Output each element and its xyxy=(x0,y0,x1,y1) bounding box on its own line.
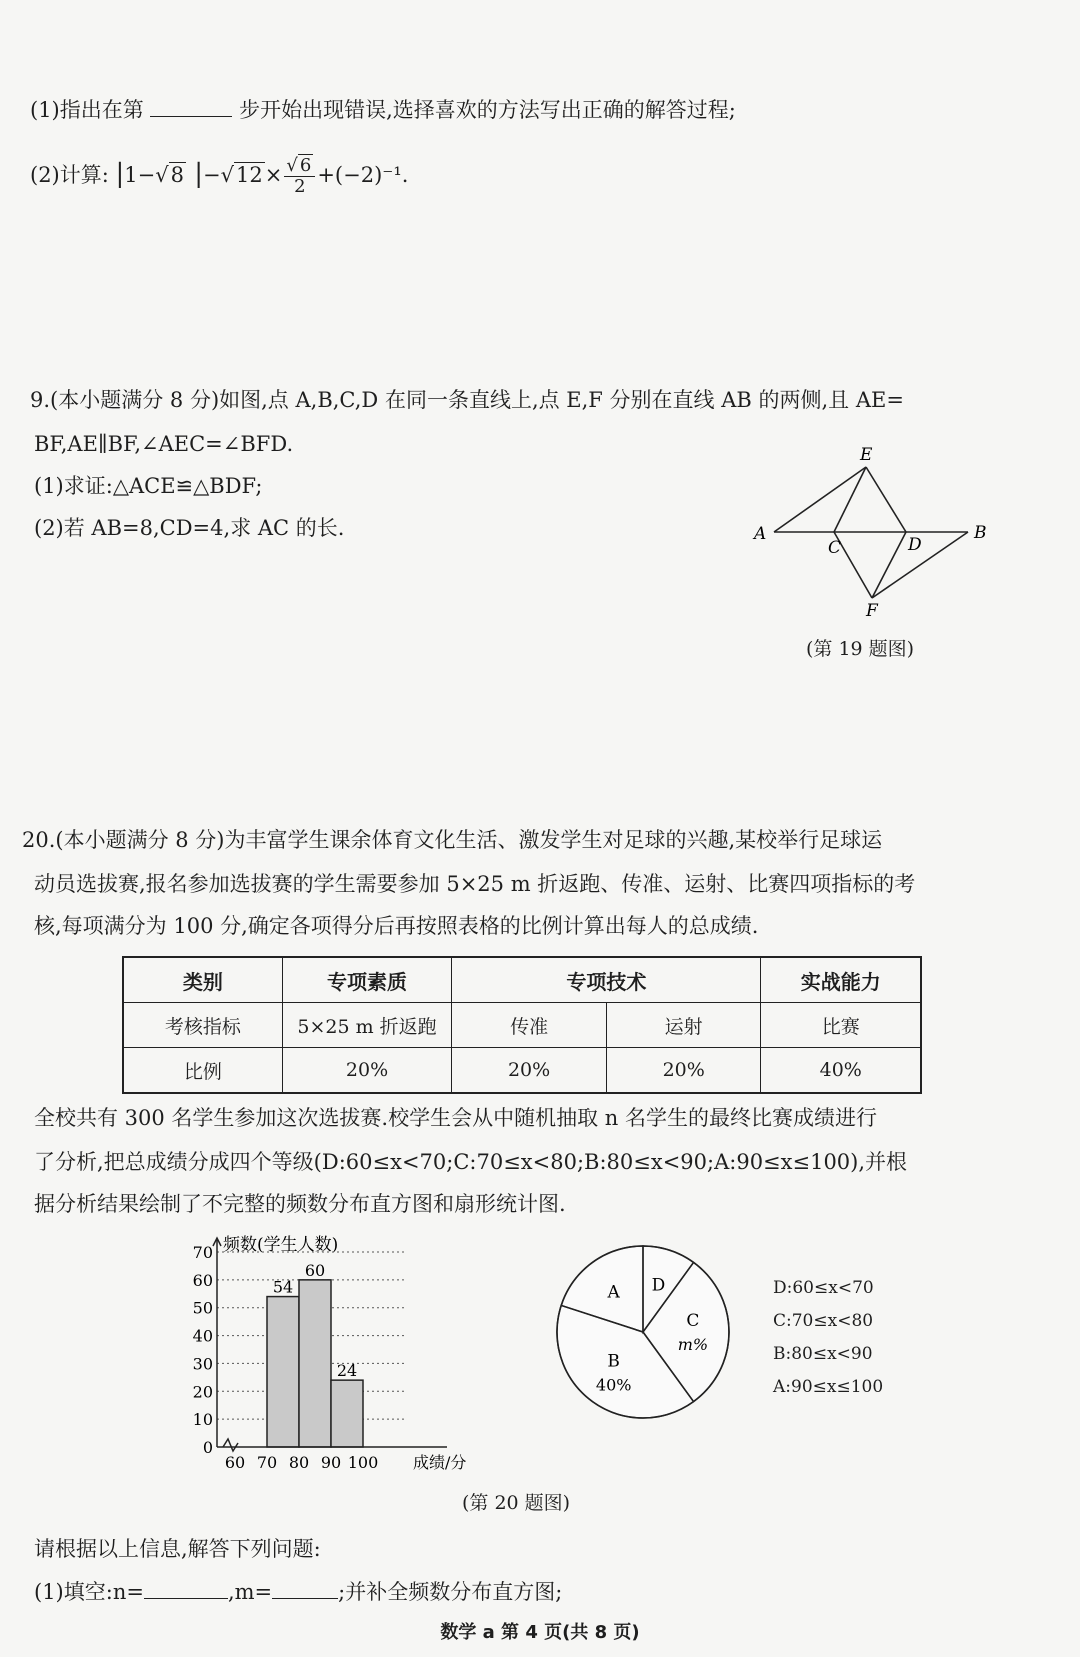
q20-line1: 20.(本小题满分 8 分)为丰富学生课余体育文化生活、激发学生对足球的兴趣,某校举行足球运 xyxy=(22,828,883,852)
cell-r2-3: 20% xyxy=(606,1048,761,1094)
pie-name-B: B xyxy=(607,1351,620,1372)
hist-xtick: 90 xyxy=(320,1453,342,1472)
page-footer: 数学 a 第 4 页(共 8 页) xyxy=(440,1622,640,1643)
hist-ytick: 10 xyxy=(192,1410,213,1430)
hist-bar xyxy=(299,1280,331,1447)
hist-ytick: 20 xyxy=(192,1382,213,1402)
histogram-chart xyxy=(185,1232,495,1472)
cell-r1-3: 运射 xyxy=(606,1003,761,1048)
line-DE xyxy=(866,467,906,532)
expr-end: +(−2)⁻¹. xyxy=(317,163,409,187)
q18-part1 xyxy=(30,96,736,124)
cell-r2-0: 比例 xyxy=(123,1048,282,1094)
line-AE xyxy=(774,467,866,532)
cell-head-0: 类别 xyxy=(123,957,282,1003)
hist-bar-label: 24 xyxy=(336,1361,358,1381)
expr-a: 1− xyxy=(124,163,156,187)
cell-r1-4: 比赛 xyxy=(761,1003,921,1048)
legend-b: B:80≤x<90 xyxy=(773,1344,873,1364)
q20-line2: 动员选拔赛,报名参加选拔赛的学生需要参加 5×25 m 折返跑、传准、运射、比赛四项指标的考 xyxy=(34,872,916,896)
label-F: F xyxy=(866,601,878,620)
q19-caption: (第 19 题图) xyxy=(806,638,915,660)
hist-ytick: 0 xyxy=(202,1438,213,1457)
cell-r1-0: 考核指标 xyxy=(123,1003,282,1048)
cell-r1-2: 传准 xyxy=(452,1003,607,1048)
label-C: C xyxy=(828,538,842,558)
q18-part1-a: (1)指出在第 xyxy=(30,98,144,122)
abs-bar-left: | xyxy=(115,159,125,189)
table-row-2 xyxy=(123,1048,921,1094)
q18-part1-b: 步开始出现错误,选择喜欢的方法写出正确的解答过程; xyxy=(239,98,736,122)
q20-caption: (第 20 题图) xyxy=(462,1492,571,1514)
score-table xyxy=(122,956,922,1094)
q18-part2: (2)计算: |1−√8 |−√12× $\frac{√ 6}{2}$ +(−2)⁻¹. xyxy=(30,155,409,197)
q20-para3: 据分析结果绘制了不完整的频数分布直方图和扇形统计图. xyxy=(34,1192,566,1216)
q19-line2: BF,AE∥BF,∠AEC=∠BFD. xyxy=(34,432,294,456)
q20-ask: 请根据以上信息,解答下列问题: xyxy=(34,1537,321,1561)
pie-label-C: m% xyxy=(677,1335,709,1354)
hist-xtick: 70 xyxy=(256,1453,278,1472)
line-DF xyxy=(872,532,906,598)
table-row-1 xyxy=(123,1003,921,1048)
line-CE xyxy=(834,467,866,532)
hist-ytick: 50 xyxy=(192,1298,213,1318)
hist-bar-label: 54 xyxy=(272,1277,294,1297)
expr-root1: 8 xyxy=(170,163,185,187)
q19-figure xyxy=(750,440,1000,620)
cell-head-2: 专项技术 xyxy=(452,957,761,1003)
cell-r2-1: 20% xyxy=(282,1048,451,1094)
expr-times: × xyxy=(264,163,283,187)
q20-fill xyxy=(34,1578,562,1606)
hist-ytick: 60 xyxy=(192,1270,213,1290)
hist-xtick: 100 xyxy=(347,1453,379,1472)
cell-r1-1: 5×25 m 折返跑 xyxy=(282,1003,451,1048)
label-B: B xyxy=(974,523,987,543)
label-D: D xyxy=(908,535,922,555)
cell-head-3: 实战能力 xyxy=(761,957,921,1003)
label-E: E xyxy=(860,445,873,465)
hist-ytick: 30 xyxy=(192,1354,213,1374)
hist-xtick: 60 xyxy=(224,1453,246,1472)
pie-label-B: 40% xyxy=(595,1375,632,1395)
pie-name-D: D xyxy=(651,1275,666,1296)
expr-mid: − xyxy=(203,163,221,187)
q19-line3: (1)求证:△ACE≌△BDF; xyxy=(34,474,263,498)
hist-ytick: 40 xyxy=(192,1326,213,1346)
legend-d: D:60≤x<70 xyxy=(773,1278,874,1298)
q19-line1: 9.(本小题满分 8 分)如图,点 A,B,C,D 在同一条直线上,点 E,F 分别在直线 AB 的两侧,且 AE= xyxy=(30,388,904,412)
hist-bar-label: 60 xyxy=(304,1260,326,1280)
hist-ylabel: 频数(学生人数) xyxy=(223,1235,339,1255)
cell-r2-4: 40% xyxy=(761,1048,921,1094)
legend-a: A:90≤x≤100 xyxy=(773,1377,884,1397)
blank-n[interactable] xyxy=(144,1580,228,1599)
abs-bar-right: | xyxy=(186,159,204,189)
q20-para1: 全校共有 300 名学生参加这次选拔赛.校学生会从中随机抽取 n 名学生的最终比赛成绩进行 xyxy=(34,1106,877,1130)
legend-c: C:70≤x<80 xyxy=(773,1311,874,1331)
label-A: A xyxy=(754,524,767,544)
q20-line3: 核,每项满分为 100 分,确定各项得分后再按照表格的比例计算出每人的总成绩. xyxy=(34,914,759,938)
expr-root2: 12 xyxy=(236,163,263,187)
pie-name-C: C xyxy=(686,1311,700,1331)
q18-blank[interactable] xyxy=(150,98,232,117)
hist-xlabel: 成绩/分 xyxy=(413,1453,467,1472)
frac-bot: 2 xyxy=(294,176,306,197)
fill-n-label: (1)填空:n= xyxy=(34,1580,144,1604)
hist-ytick: 70 xyxy=(192,1243,213,1262)
cell-r2-2: 20% xyxy=(452,1048,607,1094)
q20-para2: 了分析,把总成绩分成四个等级(D:60≤x<70;C:70≤x<80;B:80≤x<90;A:90≤x≤100),并根 xyxy=(34,1150,908,1174)
pie-legend xyxy=(773,1272,883,1404)
fill-m-label: ,m= xyxy=(227,1580,273,1604)
blank-m[interactable] xyxy=(272,1580,338,1599)
cell-head-1: 专项素质 xyxy=(282,957,451,1003)
hist-bar xyxy=(331,1380,363,1447)
fill-tail: ;并补全频数分布直方图; xyxy=(338,1580,563,1604)
pie-name-A: A xyxy=(607,1282,620,1303)
pie-chart xyxy=(555,1240,730,1425)
hist-xtick: 80 xyxy=(288,1453,310,1472)
table-row-head xyxy=(123,957,921,1003)
frac-top: 6 xyxy=(299,155,312,176)
hist-axis-break xyxy=(223,1439,238,1451)
hist-bar xyxy=(267,1297,299,1447)
q19-line4: (2)若 AB=8,CD=4,求 AC 的长. xyxy=(34,516,345,540)
expr-fraction: $\frac{√ 6}{2}$ xyxy=(284,156,315,197)
q18-part2-label: (2)计算: xyxy=(30,163,109,187)
